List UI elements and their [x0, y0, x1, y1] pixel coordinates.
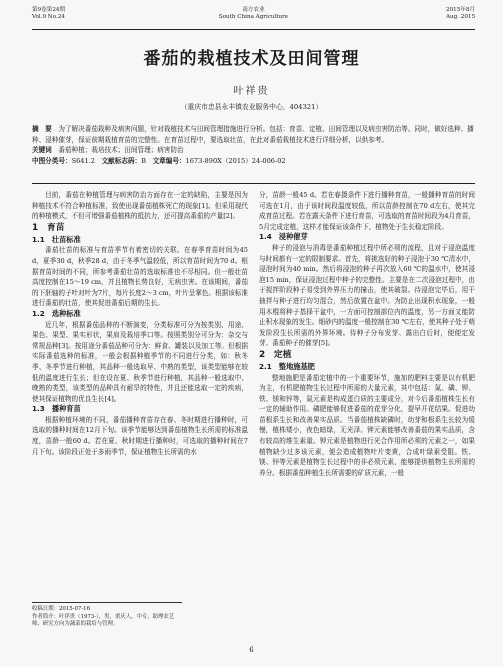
subsection-heading-1-1: 1.1 壮苗标准	[32, 234, 81, 244]
header-date-en: Aug. 2015	[445, 14, 475, 20]
classification-line	[32, 156, 475, 167]
abstract-rule	[32, 183, 475, 184]
header-journal-cn: 南方农业	[242, 7, 265, 13]
abstract-paragraph	[32, 124, 475, 145]
footnote-rule	[32, 602, 182, 603]
doc-code-label: 文献标志码：	[101, 156, 142, 165]
header-date-cn: 2015年8月	[446, 7, 475, 13]
article-author: 叶祥贵	[233, 86, 270, 97]
class-label: 中图分类号：	[32, 156, 72, 165]
body-column-right	[259, 190, 475, 478]
paragraph-1-4: 种子的浸泡与消毒是番茄种植过程中所必须的流程，且对于浸泡温度与时间都有一定的限制要求。首先，将挑选好的种子浸泡于30 ℃清水中，浸泡时间为40 min。然后将浸泡的种子再次放入60 ℃的温水中，使其浸泡15 min，保证浸泡过程中种子的完整性。主要是在二次浸泡过程中，由于搅拌阶段种子易受到外界压力的撞击，使其破裂。待浸泡完毕后，用干抽拌与种子进行均匀混合，然后放置在盆中。为防止出现积水现象，一般用木棍将种子基择干盆中，一方面可控制部位内的温度，另一方面又能防止积水现象的发生。细砂内的温度一般控制在30 ℃左右，使其种子处于萌发阶段生长所需的外界环境。待种子分布发芽、露出白后时，便便定发芽、番茄种子的催芽[5]。	[259, 243, 475, 348]
keywords-text: 番茄种植；栽培技术；田间管理；病害防治	[58, 146, 184, 155]
doc-code: B	[141, 156, 146, 165]
subsection-heading-2-1: 2.1 整地施基肥	[259, 361, 315, 371]
header-issue-en: Vol.9 No.24	[32, 14, 65, 20]
article-title: 番茄的栽植技术及田间管理	[143, 49, 360, 69]
running-header	[32, 7, 475, 29]
paragraph-2-1: 整地施肥是番茄定植中的一个重要环节，施加的肥料主要是以有机肥为主，有机肥植物生长过程中所需的大量元素，其中包括：氮、磷、钾、铁、镁和锌等，氮元素是构成蛋白质的主要成分，对今后番茄植株生长有一定的辅助作用。磷肥能够促进番茄的花芽分化，提早开花结果。促进幼苗根系生长和改善果实品质。当番茄植株缺磷时，幼芽和根系生长较为缓慢，植株矮小，夜色暗绿，无光泽。钾元素能够改善番茄的果实品质，含有较高的维生素量。钾元素是植物进行光合作用所必须的元素之一，如果植物缺少过多该元素，便会造成植物叶片变黄，合成叶绿素受阻。铁、镁、锌等元素是植物生长过程中的非必须元素，能够提供植物生长所需的养分。根据番茄种植生长所需要的矿质元素，一般	[259, 373, 475, 477]
abstract-text: 为了解决番茄栽种及病害问题，针对栽植技术与田间管理措施进行分析。包括：育苗、定植、田间管理以及病虫害防治等。同时，做好选种、播种、浸种催芽，保证前期栽植育苗的完整性。在育苗过程中，要选取壮苗，在此对番茄栽植技术进行详细分析，以供参考。	[32, 125, 474, 144]
keywords-line	[32, 145, 475, 156]
article-number: 1673-890X（2015）24-006-02	[185, 156, 286, 165]
paragraph-1-2: 近几年，根据番茄品种的不断演变，分类标准可分为按类别、用途、果色、果型、果实形状，果肩及栽培季口等。按照类别分可分为：杂交与常规品种[3]。按用途分番茄品种可分为：鲜食、罐装以及加工等。但根据实际番茄选种的标准，一般会根据种植季节的不同进行分类，如：秋冬季、冬季节进行种植，其品种一般选取早、中熟的类型，该类型能够在较低的温度进行生长；但在设在夏、秋季节进行种植，其品种一般选取中、晚熟的类型，该类型的品种具有耐旱的特性，并且还能选取一定的疾病，使其保证植物的优良生长[4]。	[32, 320, 248, 403]
abstract-label: 摘 要	[32, 125, 52, 133]
paragraph-1-1: 番茄壮苗的标准与育苗季节有着密切的关联。在春季育苗时间为45 d，夏季30 d，秋季28 d，由于冬季气温较低，所以育苗时间为70 d。根据育苗时间的不同，所参考番茄壮苗的选取标准也不尽相同。但一般壮苗高度控制在15～19 cm，并且植物长势良好，无病虫害。在该期间，番茄的下胚轴的子叶对叶为7片，每片长度2～3 cm，叶片呈掌色。根据该标准进行番茄的壮苗，使其促进番茄后期的生长。	[32, 246, 248, 308]
intro-paragraph: 目前，番茄在种植管理与病害防治方面存在一定的缺陷，主要是因为种植技术不符合种植标准，致使出现番茄植株死亡的现象[1]。但采用现代的种植模式，不但可增强番茄植株的抵抗力，还可提高番茄的产量[2]。	[32, 191, 248, 221]
section-heading-1: 1 育苗	[32, 222, 65, 233]
keywords-label: 关键词	[32, 146, 52, 155]
page-number: 6	[249, 646, 254, 654]
class-number: S641.2	[71, 156, 95, 165]
body-column-left	[32, 190, 248, 457]
header-date	[446, 7, 475, 21]
subsection-heading-1-3: 1.3 播种育苗	[32, 404, 81, 414]
abstract-block	[32, 124, 475, 166]
subsection-heading-1-4: 1.4 浸种催芽	[259, 232, 308, 242]
header-rule	[32, 29, 475, 30]
received-date: 收稿日期：2015-07-16	[32, 606, 91, 612]
article-no-label: 文章编号：	[152, 156, 186, 165]
header-journal-en: South China Agriculture	[218, 14, 289, 20]
header-issue-cn: 第9卷第24期	[32, 7, 66, 13]
author-bio: 作者简介：叶祥贵（1973-），男，重庆人，中专，助理农艺师，研究方向为蔬菜的栽培与管理。	[32, 613, 175, 628]
subsection-heading-1-2: 1.2 选种标准	[32, 308, 81, 318]
paragraph-1-3: 根据种植环境的不同，番茄播种育苗存在春、冬时期进行播种时，可选取的播种时间在12月下旬。该季节能够达到番茄植物生长所需的标准温度，苗龄一般60 d。若在夏、秋时期进行播种时，可选取的播种时间在7月下旬。该阶段正处于多雨季节，保证植物生长所需的水	[32, 415, 248, 456]
section-heading-2: 2 定植	[259, 349, 292, 360]
paragraph-continued: 分，苗龄一般45 d。若在春摄条件下进行播种育苗，一般播种育苗的时间可选在1月，由于该时间段温度较低，所以苗龄控制在70 d左右，使其完成育苗过程。若在露天条件下进行育苗，可选取的育苗时间段为4月育苗，5月完成定植，这样才能保证该条件下，植物处于生长稳定阶段。	[259, 191, 475, 231]
footnote-block	[32, 606, 182, 629]
header-journal	[32, 7, 475, 21]
author-affiliation: （重庆市忠县永丰镇农业服务中心，404321）	[180, 103, 323, 111]
